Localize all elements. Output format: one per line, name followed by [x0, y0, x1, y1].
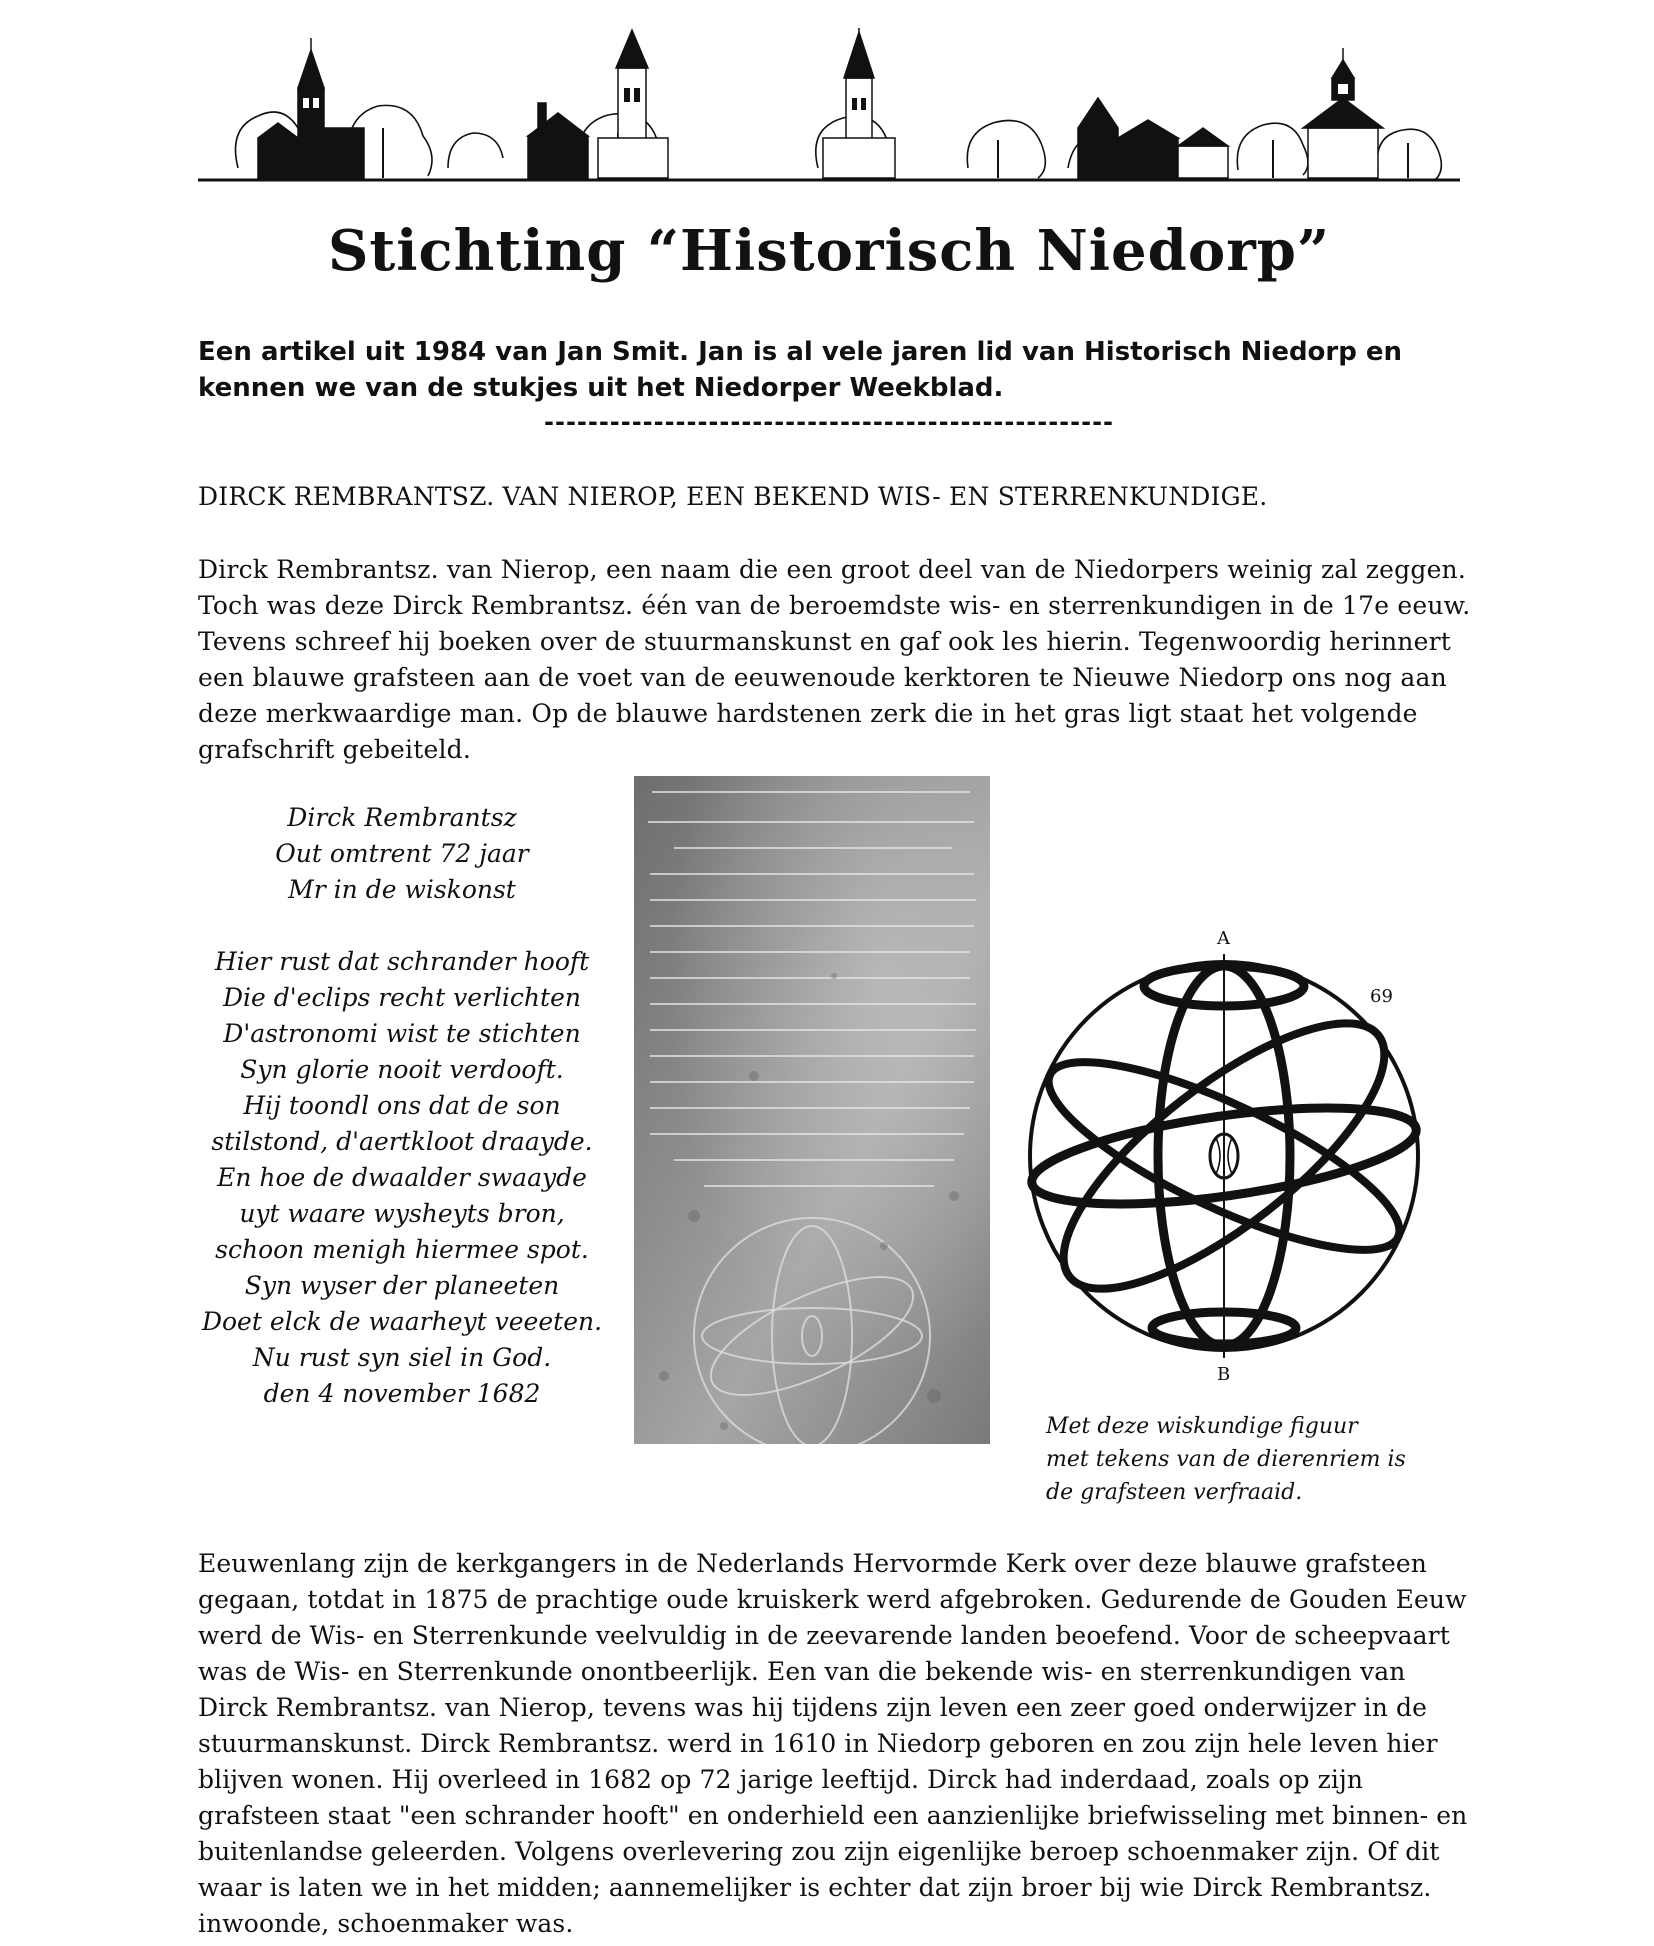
article-paragraph-2	[198, 1546, 1480, 1942]
zodiac-sphere-illustration	[1018, 928, 1430, 1380]
article-paragraph-1	[198, 552, 1473, 768]
epitaph-line: den 4 november 1682	[263, 1379, 541, 1408]
epitaph-line: Syn glorie nooit verdooft.	[240, 1055, 564, 1084]
epitaph-line: D'astronomi wist te stichten	[223, 1019, 581, 1048]
village-skyline-illustration	[198, 28, 1460, 190]
figure-caption: Met deze wiskundige figuur met tekens van de dierenriem is de grafsteen verfraaid.	[1046, 1414, 1406, 1505]
epitaph-line: Syn wyser der planeeten	[244, 1271, 560, 1300]
epitaph-line: Mr in de wiskonst	[288, 875, 516, 904]
epitaph-line: Nu rust syn siel in God.	[252, 1343, 552, 1372]
epitaph-line: Out omtrent 72 jaar	[275, 839, 529, 868]
epitaph-line: En hoe de dwaalder swaayde	[217, 1163, 587, 1192]
epitaph-text	[200, 800, 604, 1412]
sphere-label-69: 69	[1370, 986, 1393, 1007]
sphere-label-b: B	[1217, 1364, 1231, 1380]
epitaph-line: schoon menigh hiermee spot.	[215, 1235, 589, 1264]
epitaph-line: Doet elck de waarheyt veeeten.	[201, 1307, 603, 1336]
article-heading: DIRCK REMBRANTSZ. VAN NIEROP, EEN BEKEND WIS- EN STERRENKUNDIGE.	[198, 482, 1268, 511]
paragraph-text: Eeuwenlang zijn de kerkgangers in de Nederlands Hervormde Kerk over deze blauwe grafsteen gegaan, totdat in 1875 de prachtige oude kruiskerk werd afgebroken. Gedurende de Gouden Eeuw werd de Wis- en Sterrenkunde veelvuldig in de zeevarende landen beoefend. Voor de scheepvaart was de Wis- en Sterrenkunde onontbeerlijk. Een van die bekende wis- en sterrenkundigen van Dirck Rembrantsz. van Nierop, tevens was hij tijdens zijn leven een zeer goed onderwijzer in de stuurmanskunst. Dirck Rembrantsz. werd in 1610 in Niedorp geboren en zou zijn hele leven hier blijven wonen. Hij overleed in 1682 op 72 jarige leeftijd. Dirck had inderdaad, zoals op zijn grafsteen staat "een schrander hooft" en onderhield een aanzienlijke briefwisseling met binnen- en buitenlandse geleerden. Volgens overlevering zou zijn eigenlijke beroep schoenmaker zijn. Of dit waar is laten we in het midden; aannemelijker is echter dat zijn broer bij wie Dirck Rembrantsz. inwoonde, schoenmaker was.	[198, 1549, 1468, 1938]
sphere-label-a: A	[1217, 928, 1230, 949]
epitaph-line: Hier rust dat schrander hooft	[214, 947, 590, 976]
epitaph-line: stilstond, d'aertkloot draayde.	[211, 1127, 593, 1156]
masthead-title: Stichting “Historisch Niedorp”	[327, 218, 1331, 284]
epitaph-line: uyt waare wysheyts bron,	[239, 1199, 565, 1228]
intro-text: Een artikel uit 1984 van Jan Smit. Jan is al vele jaren lid van Historisch Niedorp en kennen we van de stukjes uit het Niedorper Weekblad.	[198, 337, 1403, 403]
epitaph-line: Hij toondl ons dat de son	[243, 1091, 561, 1120]
epitaph-line: Die d'eclips recht verlichten	[223, 983, 581, 1012]
epitaph-line: Dirck Rembrantsz	[287, 803, 517, 832]
separator-line: ----------------------------------------------------	[544, 408, 1114, 436]
paragraph-text: Dirck Rembrantsz. van Nierop, een naam die een groot deel van de Niedorpers weinig zal zeggen. Toch was deze Dirck Rembrantsz. één van de beroemdste wis- en sterrenkundigen in de 17e eeuw. Tevens schreef hij boeken over de stuurmanskunst en gaf ook les hierin. Tegenwoordig herinnert een blauwe grafsteen aan de voet van de eeuwenoude kerktoren te Nieuwe Niedorp ons nog aan deze merkwaardige man. Op de blauwe hardstenen zerk die in het gras ligt staat het volgende grafschrift gebeiteld.	[198, 555, 1471, 764]
gravestone-photo	[634, 776, 990, 1444]
